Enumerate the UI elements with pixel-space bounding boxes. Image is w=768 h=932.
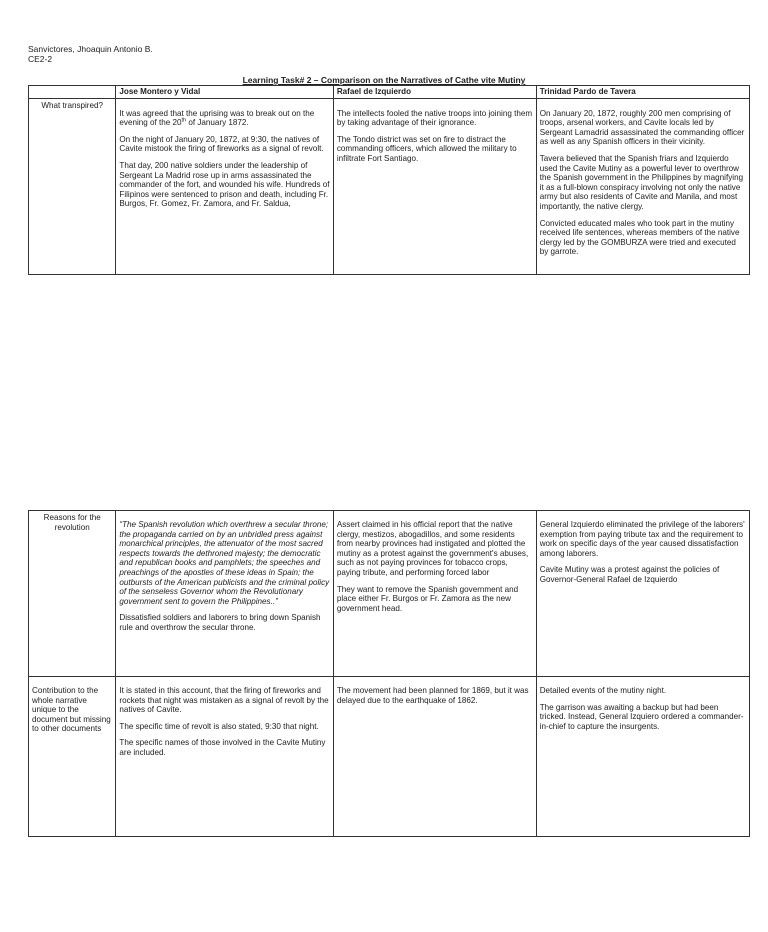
tavera-p1: On January 20, 1872, roughly 200 men comprising of troops, arsenal workers, and Cavite locals led by Sergeant Lamadrid assassinated the commanding officer as well as any Spanish officers in their vicinity.	[539, 108, 745, 147]
izquierdo-reason-2: They want to remove the Spanish government and place either Fr. Burgos or Fr. Zamora as the new government head.	[336, 584, 519, 613]
student-name: Sanvictores, Jhoaquin Antonio B.	[28, 44, 153, 54]
montero-p1: It was agreed that the uprising was to break out on the evening of the 20th of January 1872.	[119, 108, 315, 128]
montero-p2: On the night of January 20, 1872, at 9:30, the natives of Cavite mistook the firing of fireworks as a signal of revolt.	[119, 134, 324, 154]
cell-reasons-tavera	[536, 511, 749, 677]
comparison-table-bottom	[28, 510, 750, 837]
row-contribution	[29, 677, 750, 837]
izquierdo-contrib-1: The movement had been planned for 1869, but it was delayed due to the earthquake of 1862.	[336, 686, 529, 705]
montero-reason: Dissatisfied soldiers and laborers to bring down Spanish rule and overthrow the secular throne.	[119, 613, 321, 632]
row-reasons	[29, 511, 750, 677]
montero-contrib-3: The specific names of those involved in the Cavite Mutiny are included.	[119, 738, 326, 757]
comparison-table-top	[28, 85, 750, 275]
tavera-reason-2: Cavite Mutiny was a protest against the policies of Governor-General Rafael de Izquierdo	[539, 565, 720, 584]
izquierdo-p1: The intellects fooled the native troops into joining them by taking advantage of their ignorance.	[336, 108, 533, 128]
cell-transpired-tavera	[536, 98, 749, 274]
montero-contrib-2: The specific time of revolt is also stated, 9:30 that night.	[119, 721, 319, 731]
col-header-tavera: Trinidad Pardo de Tavera	[536, 86, 749, 99]
tavera-reason-1: General Izquierdo eliminated the privilege of the laborers' exemption from paying tribute tax and the requirement to work on specific days of the year caused dissatisfaction among laborers.	[539, 520, 745, 558]
row-what-transpired	[29, 98, 750, 274]
page-title: Learning Task# 2 – Comparison on the Narratives of Cathe vite Mutiny	[242, 75, 526, 85]
izquierdo-p2: The Tondo district was set on fire to distract the commanding officers, which allowed the military to infiltrate Fort Santiago.	[336, 134, 517, 163]
montero-quote: “The Spanish revolution which overthrew a secular throne; the propaganda carried on by an unbridled press against monarchical principles, the attenuator of the most sacred respects towards the dethroned majesty; the democratic and republican books and pamphlets; the speeches and preachings of the apostles of these ideas in Spain; the outbursts of the American publicists and the criminal policy of the senseless Governor whom the Revolutionary government sent to govern the Philippines..”	[119, 520, 330, 606]
row-label-contribution: Contribution to the whole narrative unique to the document but missing to other documents	[29, 677, 116, 837]
section-code: CE2-2	[28, 54, 53, 64]
cell-reasons-montero	[116, 511, 333, 677]
col-header-blank	[29, 86, 116, 99]
izquierdo-reason-1: Assert claimed in his official report that the native clergy, mestizos, abogadillos, and some residents from nearby provinces had instigated and plotted the mutiny as a protest against the government's abuses, such as not paying provinces for tobacco crops, paying tribute, and performing forced labor	[336, 520, 529, 577]
cell-contribution-montero	[116, 677, 333, 837]
col-header-montero: Jose Montero y Vidal	[116, 86, 333, 99]
cell-transpired-izquierdo	[333, 98, 536, 274]
tavera-contrib-2: The garrison was awaiting a backup but had been tricked. Instead, General Izquiero ordered a commander-in-chief to capture the insurgents.	[539, 702, 744, 731]
cell-contribution-izquierdo	[333, 677, 536, 837]
tavera-p2: Tavera believed that the Spanish friars and Izquierdo used the Cavite Mutiny as a powerful lever to overthrow the Spanish government in the Philippines by magnifying it as a full-blown conspiracy involving not only the native army but also residents of Cavite and Manila, and most importantly, the native clergy.	[539, 153, 744, 211]
montero-contrib-1: It is stated in this account, that the firing of fireworks and rockets that night was mistaken as a signal of revolt by the natives of Cavite.	[119, 686, 329, 715]
cell-transpired-montero	[116, 98, 333, 274]
col-header-izquierdo: Rafael de Izquierdo	[333, 86, 536, 99]
montero-p3: That day, 200 native soldiers under the leadership of Sergeant La Madrid rose up in arms assassinated the commander of the fort, and wounded his wife. Hundreds of Filipinos were sentenced to prison and death, including Fr. Burgos, Fr. Gomez, Fr. Zamora, and Fr. Saldua,	[119, 160, 330, 209]
header-row	[29, 86, 750, 99]
row-label-reasons: Reasons for the revolution	[29, 511, 116, 677]
tavera-contrib-1: Detailed events of the mutiny night.	[539, 686, 667, 695]
cell-contribution-tavera	[536, 677, 749, 837]
tavera-p3: Convicted educated males who took part in the mutiny received life sentences, whereas members of the native clergy led by the GOMBURZA were tried and executed by garrote.	[539, 218, 740, 257]
row-label-transpired: What transpired?	[29, 98, 116, 274]
cell-reasons-izquierdo	[333, 511, 536, 677]
